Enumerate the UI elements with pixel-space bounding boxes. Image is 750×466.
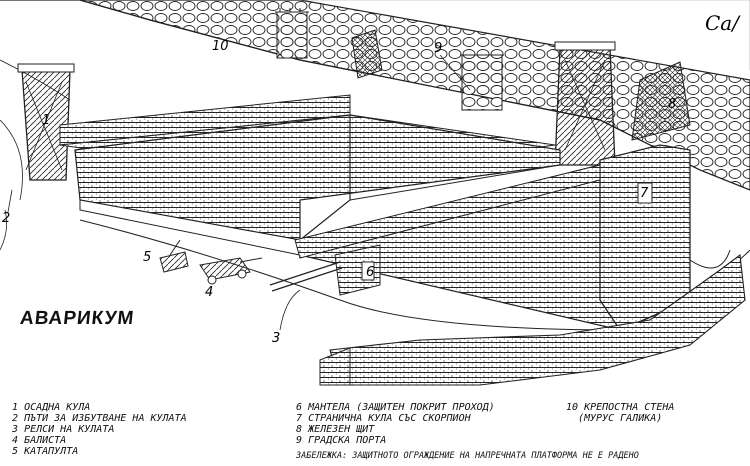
callout-7: 7 (640, 186, 649, 201)
legend-col-1 (12, 402, 187, 457)
legend-item: 1 ОСАДНА КУЛА (12, 402, 91, 413)
legend-item: 10 КРЕПОСТНА СТЕНА (566, 402, 675, 413)
legend-col-2 (296, 402, 495, 446)
legend (0, 398, 750, 466)
callout-9: 9 (434, 41, 443, 56)
callout-6: 6 (366, 265, 375, 280)
callout-10: 10 (212, 39, 229, 54)
page-title: АВАРИКУМ (18, 308, 136, 329)
callout-5: 5 (143, 250, 152, 265)
legend-note: ЗАБЕЛЕЖКА: ЗАЩИТНОТО ОГРАЖДЕНИЕ НА НАПРЕЧНАТА ПЛАТФОРМА НЕ Е РАДЕНО (296, 451, 639, 461)
catapult (160, 240, 188, 272)
agger-platform (75, 115, 620, 330)
wall-tower-left (275, 8, 309, 58)
wall-tower-center (460, 55, 504, 110)
siege-tower-right (555, 42, 615, 165)
legend-item: 8 ЖЕЛЕЗЕН ЩИТ (296, 424, 375, 435)
callout-1: 1 (42, 113, 51, 128)
legend-item: 9 ГРАДСКА ПОРТА (296, 435, 387, 446)
legend-item: 7 СТРАНИЧНА КУЛА СЪС СКОРПИОН (296, 413, 471, 424)
tower-rails (270, 262, 342, 291)
legend-item-sub: (МУРУС ГАЛИКА) (578, 413, 663, 424)
legend-item: 3 РЕЛСИ НА КУЛАТА (12, 424, 115, 435)
callout-8: 8 (668, 97, 677, 112)
signature: Ca/ (705, 11, 739, 35)
callout-4: 4 (205, 285, 214, 300)
legend-item: 5 КАТАПУЛТА (12, 446, 79, 457)
callout-2: 2 (2, 211, 11, 226)
ballista (200, 258, 262, 284)
legend-item: 6 МАНТЕЛА (ЗАЩИТЕН ПОКРИТ ПРОХОД) (296, 402, 495, 413)
callout-3: 3 (272, 331, 281, 346)
legend-item: 2 ПЪТИ ЗА ИЗБУТВАНЕ НА КУЛАТА (12, 413, 187, 424)
legend-item: 4 БАЛИСТА (12, 435, 67, 446)
legend-col-3 (566, 402, 674, 424)
